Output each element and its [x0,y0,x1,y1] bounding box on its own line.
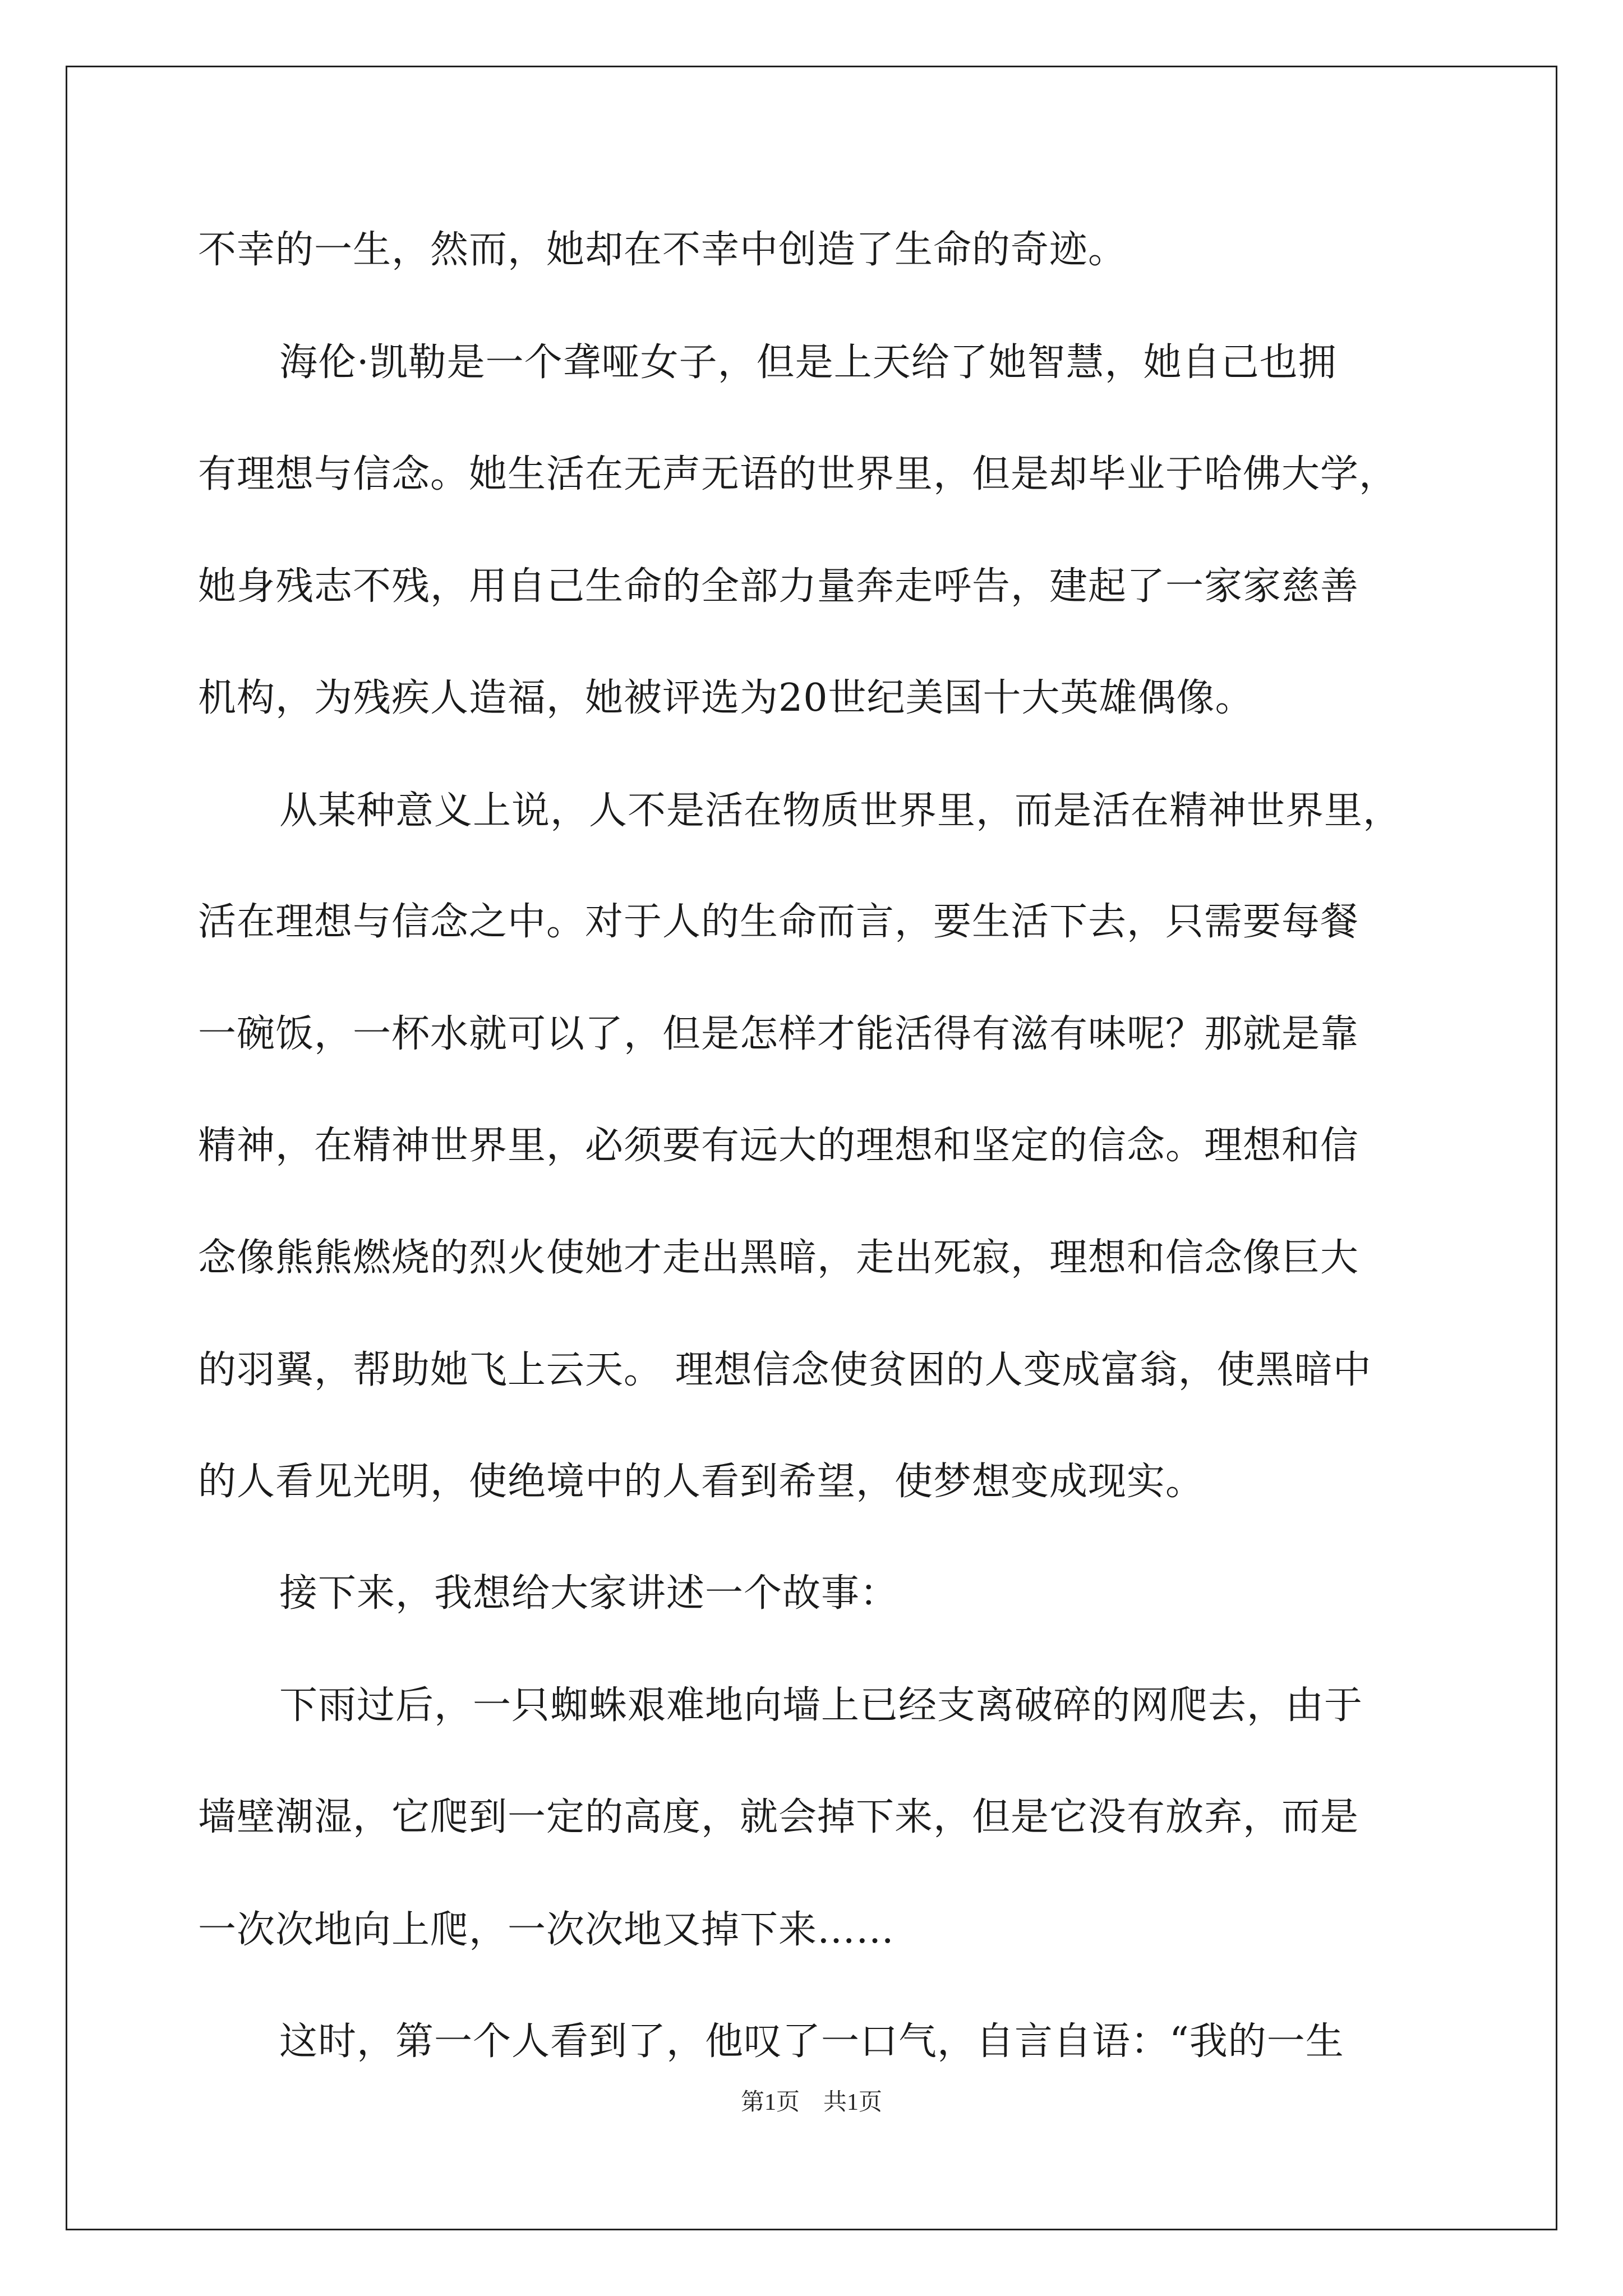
text-line-3: 有理想与信念。她生活在无声无语的世界里，但是却毕业于哈佛大学， [198,452,1398,496]
text-line-4: 她身残志不残，用自己生命的全部力量奔走呼告，建起了一家家慈善 [198,564,1359,609]
text-line-8: 一碗饭，一杯水就可以了，但是怎样才能活得有滋有味呢？那就是靠 [198,1012,1359,1056]
text-line-15: 墙壁潮湿，它爬到一定的高度，就会掉下来，但是它没有放弃，而是 [198,1795,1359,1839]
text-line-17: 这时，第一个人看到了，他叹了一口气，自言自语：“我的一生 [279,2019,1344,2064]
page-number-footer: 第1页 共1页 [740,2090,882,2115]
text-line-1: 不幸的一生，然而，她却在不幸中创造了生命的奇迹。 [198,228,1127,272]
text-line-16: 一次次地向上爬，一次次地又掉下来…… [198,1908,895,1952]
text-line-12: 的人看见光明，使绝境中的人看到希望，使梦想变成现实。 [198,1460,1205,1504]
text-line-11: 的羽翼，帮助她飞上云天。 理想信念使贫困的人变成富翁，使黑暗中 [198,1348,1372,1392]
text-line-2: 海伦·凯勒是一个聋哑女子，但是上天给了她智慧，她自己也拥 [279,341,1337,385]
text-line-14: 下雨过后，一只蜘蛛艰难地向墙上已经支离破碎的网爬去，由于 [279,1683,1363,1728]
text-line-6: 从某种意义上说，人不是活在物质世界里，而是活在精神世界里， [279,789,1402,833]
text-line-10: 念像熊熊燃烧的烈火使她才走出黑暗，走出死寂，理想和信念像巨大 [198,1236,1359,1280]
text-line-7: 活在理想与信念之中。对于人的生命而言，要生活下去，只需要每餐 [198,900,1359,944]
text-line-5: 机构，为残疾人造福，她被评选为20世纪美国十大英雄偶像。 [198,676,1254,720]
text-line-13: 接下来，我想给大家讲述一个故事： [279,1571,899,1616]
text-line-9: 精神，在精神世界里，必须要有远大的理想和坚定的信念。理想和信 [198,1124,1359,1168]
